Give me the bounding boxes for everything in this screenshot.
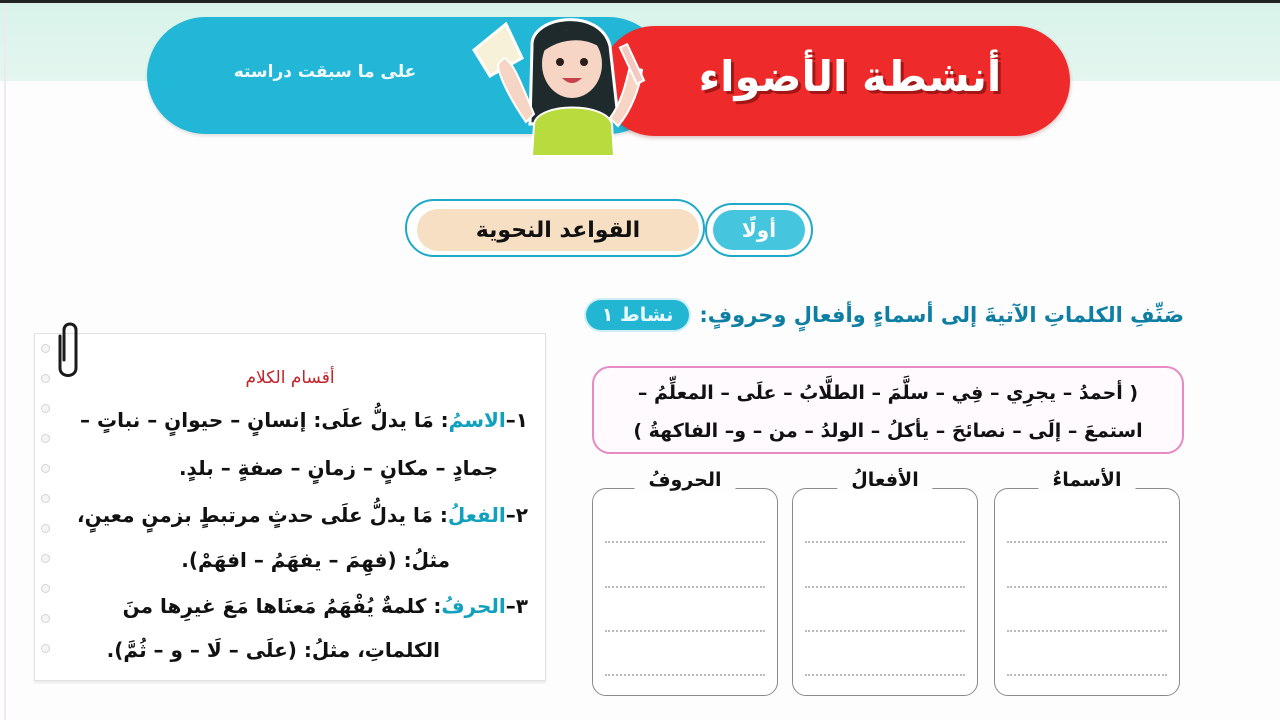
- column-verbs[interactable]: [792, 469, 978, 696]
- paperclip-icon: [50, 320, 86, 384]
- answer-line[interactable]: [1007, 674, 1167, 676]
- classification-columns: [590, 469, 1186, 698]
- answer-line[interactable]: [805, 674, 965, 676]
- hole-icon: [41, 434, 50, 443]
- answer-line[interactable]: [1007, 541, 1167, 543]
- answer-line[interactable]: [605, 674, 765, 676]
- section-number-pill: [705, 203, 813, 257]
- note-text: : كلمةٌ يُفْهَمُ مَعنَاها مَعَ غيرِها منَ: [122, 594, 442, 618]
- column-title: الأسماءُ: [1039, 469, 1136, 491]
- column-title: الأفعالُ: [837, 469, 932, 491]
- word-bank-line-1: ( أحمدُ – يجرِي – فِي – سلَّمَ – الطلَّابُ – علَى – المعلِّمُ –: [637, 382, 1139, 404]
- answer-line[interactable]: [605, 541, 765, 543]
- hole-icon: [41, 614, 50, 623]
- answer-line[interactable]: [1007, 630, 1167, 632]
- hole-icon: [41, 554, 50, 563]
- note-text: : مَا يدلُّ علَى حدثٍ مرتبطٍ بزمنٍ معينٍ،: [77, 503, 448, 527]
- answer-line[interactable]: [605, 586, 765, 588]
- note-text: : مَا يدلُّ علَى: إنسانٍ – حيوانٍ – نباتٍ –: [80, 408, 449, 432]
- note-3-line-1: [123, 594, 528, 618]
- note-number: ٣–: [505, 594, 528, 618]
- note-1-line-2: جمادٍ – مكانٍ – زمانٍ – صفةٍ – بلدٍ.: [178, 456, 498, 480]
- answer-line[interactable]: [805, 541, 965, 543]
- page-edge: [4, 3, 6, 720]
- note-2-line-1: [77, 503, 528, 527]
- answer-line[interactable]: [805, 586, 965, 588]
- banner-subtitle: على ما سبقت دراسته: [233, 62, 417, 82]
- section-number: أولًا: [713, 210, 805, 250]
- hole-icon: [41, 464, 50, 473]
- page-title: أنشطة الأضواء: [698, 52, 1002, 101]
- section-title-pill: [405, 199, 705, 257]
- activity-badge: نشاط ١: [586, 300, 690, 330]
- note-1-line-1: [80, 408, 528, 432]
- note-term: الحرفُ: [441, 594, 506, 618]
- note-number: ٢–: [505, 503, 528, 527]
- word-bank-line-2: استمعَ – إلَى – نصائحَ – يأكلُ – الولدُ – من – و– الفاكهةُ ): [633, 420, 1143, 442]
- section-title: القواعد النحوية: [417, 209, 699, 251]
- answer-line[interactable]: [805, 630, 965, 632]
- column-nouns[interactable]: [994, 469, 1180, 696]
- hole-icon: [41, 374, 50, 383]
- column-title: الحروفُ: [634, 469, 735, 491]
- hole-icon: [41, 344, 50, 353]
- note-term: الاسمُ: [448, 408, 506, 432]
- activity-instruction: صَنِّفِ الكلماتِ الآتيةَ إلى أسماءٍ وأفعالٍ وحروفٍ:: [699, 303, 1184, 327]
- hole-icon: [41, 584, 50, 593]
- activity-heading: [586, 300, 1184, 330]
- girl-illustration-icon: [460, 6, 660, 156]
- note-3-line-2: الكلماتِ، مثلُ: (علَى – لَا – و – ثُمَّ).: [106, 638, 440, 662]
- hole-icon: [41, 494, 50, 503]
- hole-icon: [41, 404, 50, 413]
- word-bank: [592, 366, 1184, 454]
- answer-line[interactable]: [1007, 586, 1167, 588]
- binder-holes: [41, 344, 53, 674]
- column-particles[interactable]: [592, 469, 778, 696]
- notes-title: أقسام الكلام: [245, 368, 335, 388]
- hole-icon: [41, 644, 50, 653]
- section-heading: [405, 197, 815, 261]
- answer-line[interactable]: [605, 630, 765, 632]
- note-number: ١–: [505, 408, 528, 432]
- note-2-line-2: مثلُ: (فهِمَ – يفهَمُ – افهَمْ).: [181, 548, 450, 572]
- note-term: الفعلُ: [447, 503, 506, 527]
- hole-icon: [41, 524, 50, 533]
